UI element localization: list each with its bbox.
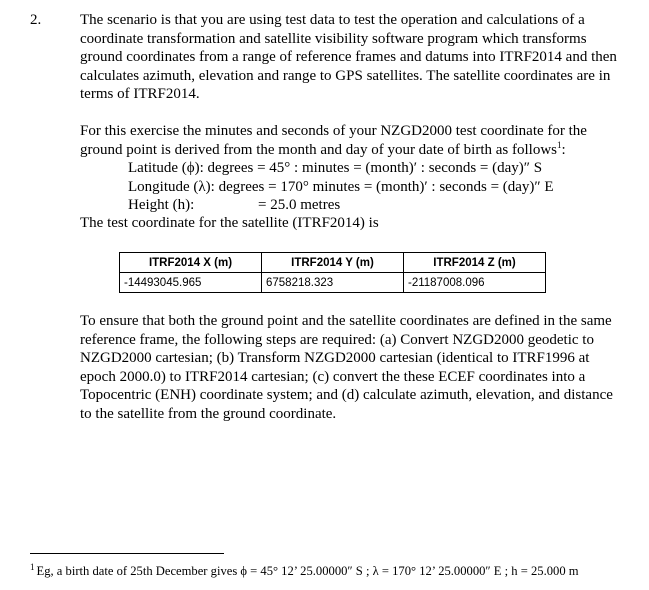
height-label: Height (h): [128, 197, 195, 213]
footnote [30, 563, 579, 579]
table-header-row [120, 253, 546, 273]
value-x: -14493045.965 [120, 273, 262, 293]
footnote-divider [30, 553, 224, 554]
height-line [128, 196, 341, 214]
latitude-line: Latitude (ϕ): degrees = 45° : minutes = (month)′ : seconds = (day)″ S [128, 160, 543, 176]
scenario-paragraph: The scenario is that you are using test data to test the operation and calculations of a coordinate transformation and satellite visibility software program which transforms ground coordinates from a range of reference frames and datums into ITRF2014 and then calculates azimuth, elevation and range to GPS satellites. The satellite coordinates are in terms of ITRF2014. [80, 12, 617, 102]
table-row [120, 273, 546, 293]
footnote-text: Eg, a birth date of 25th December gives ϕ = 45° 12’ 25.00000″ S ; λ = 170° 12’ 25.00000″ E ; h = 25.000 m [36, 564, 579, 578]
exercise-paragraph-text: For this exercise the minutes and seconds of your NZGD2000 test coordinate for the ground point is derived from the month and day of your date of birth as follows [80, 123, 587, 158]
value-y: 6758218.323 [262, 273, 404, 293]
header-x: ITRF2014 X (m) [120, 253, 262, 273]
satellite-coordinate-table [119, 252, 546, 293]
question-number: 2. [30, 12, 42, 28]
steps-paragraph: To ensure that both the ground point and the satellite coordinates are defined in the same reference frame, the following steps are required: (a) Convert NZGD2000 geodetic to NZGD2000 cartesian; (b) Transform NZGD2000 cartesian (identical to ITRF1996 at epoch 2000.0) to ITRF2014 cartesian; (c) convert the these ECEF coordinates into a Topocentric (ENH) coordinate system; and (d) calculate azimuth, elevation, and distance to the satellite from the ground coordinate. [80, 313, 613, 422]
exercise-paragraph [80, 122, 625, 159]
footnote-marker: 1 [30, 561, 35, 572]
height-value: = 25.0 metres [258, 197, 341, 213]
longitude-line: Longitude (λ): degrees = 170° minutes = (month)′ : seconds = (day)″ E [128, 179, 554, 195]
header-z: ITRF2014 Z (m) [404, 253, 546, 273]
exercise-paragraph-end: : [561, 141, 566, 158]
header-y: ITRF2014 Y (m) [262, 253, 404, 273]
satellite-intro: The test coordinate for the satellite (ITRF2014) is [80, 215, 379, 231]
footnote-reference: 1 [557, 139, 562, 150]
value-z: -21187008.096 [404, 273, 546, 293]
